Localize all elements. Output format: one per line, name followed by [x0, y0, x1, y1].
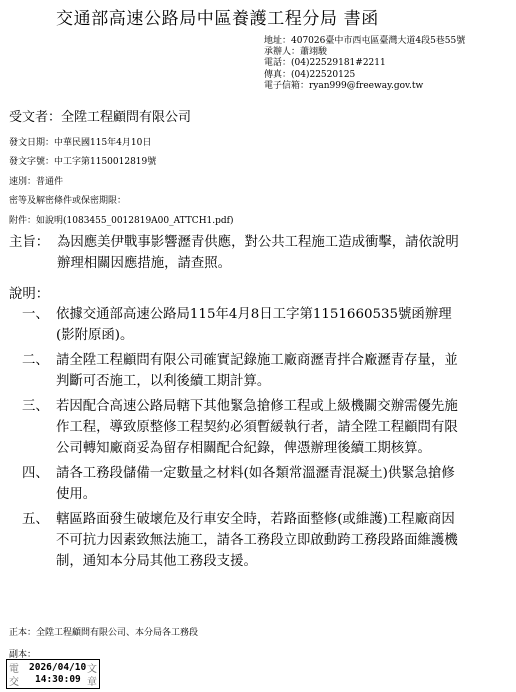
- meta-speed: 速別：普通件: [9, 176, 64, 187]
- cc-line: 正本：全陞工程顧問有限公司、本分局各工務段: [9, 628, 199, 638]
- list-item: [9, 304, 479, 346]
- contact-address: 地址：407026臺中市西屯區臺灣大道4段5巷55號: [264, 36, 466, 46]
- item-text: 依據交通部高速公路局115年4月8日工字第1151660535號函辦理(影附原函)。: [56, 307, 452, 343]
- meta-number: 發文字號：中工字第1150012819號: [9, 157, 157, 168]
- item-number: 三、: [22, 399, 49, 414]
- recipient-line: 受文者：全陞工程顧問有限公司: [9, 110, 192, 125]
- subject-text: 為因應美伊戰事影響瀝青供應，對公共工程施工造成衝擊，請依說明辦理相關因應措施，請查照。: [57, 235, 459, 271]
- meta-block: [9, 134, 234, 231]
- meta-attachment: 附件：如說明(1083455_0012819A00_ATTCH1.pdf): [9, 215, 234, 226]
- list-item: [9, 350, 479, 392]
- electronic-stamp: [6, 659, 100, 689]
- contact-email: 電子信箱：ryan999@freeway.gov.tw: [264, 80, 424, 91]
- list-item: [9, 463, 479, 505]
- item-text: 若因配合高速公路局轄下其他緊急搶修工程或上級機關交辦需優先施作工程，導致原整修工程契約必須暫緩執行者，請全陞工程顧問有限公司轉知廠商妥為留存相關配合紀錄，俾憑辦理後續工期核算。: [56, 399, 458, 456]
- list-item: [9, 509, 479, 572]
- explanation-list: [9, 304, 479, 576]
- contact-phone: 電話：(04)22529181#2211: [264, 58, 386, 69]
- stamp-date: 2026/04/10: [29, 662, 87, 673]
- copy-line: 副本：: [9, 650, 37, 660]
- stamp-char: 章: [87, 677, 97, 688]
- meta-date: 發文日期：中華民國115年4月10日: [9, 138, 152, 148]
- document-title: 交通部高速公路局中區養護工程分局 書函: [56, 9, 379, 29]
- contact-block: [264, 36, 465, 92]
- stamp-char: 交: [9, 677, 19, 688]
- item-text: 請全陞工程顧問有限公司確實記錄施工廠商瀝青拌合廠瀝青存量，並判斷可否施工，以利後續工期計算。: [56, 353, 458, 389]
- item-number: 四、: [22, 466, 49, 481]
- explanation-label: 說明：: [9, 287, 50, 302]
- item-number: 二、: [22, 353, 49, 368]
- item-text: 請各工務段儲備一定數量之材料(如各類常溫瀝青混凝土)供緊急搶修使用。: [56, 466, 455, 502]
- stamp-time: 14:30:09: [35, 674, 81, 685]
- contact-fax: 傳真：(04)22520125: [264, 69, 356, 80]
- subject-label: 主旨：: [9, 235, 50, 250]
- contact-officer: 承辦人：蕭翊駿: [264, 47, 328, 58]
- meta-secrecy: 密等及解密條件或保密期限：: [9, 196, 127, 207]
- item-number: 五、: [22, 512, 49, 527]
- stamp-char: 電: [9, 664, 19, 675]
- list-item: [9, 396, 479, 459]
- item-number: 一、: [22, 307, 49, 322]
- stamp-char: 文: [87, 664, 97, 675]
- item-text: 轄區路面發生破壞危及行車安全時，若路面整修(或維護)工程廠商因不可抗力因素致無法施工，請各工務段立即啟動跨工務段路面維護機制，通知本分局其他工務段支援。: [56, 512, 458, 569]
